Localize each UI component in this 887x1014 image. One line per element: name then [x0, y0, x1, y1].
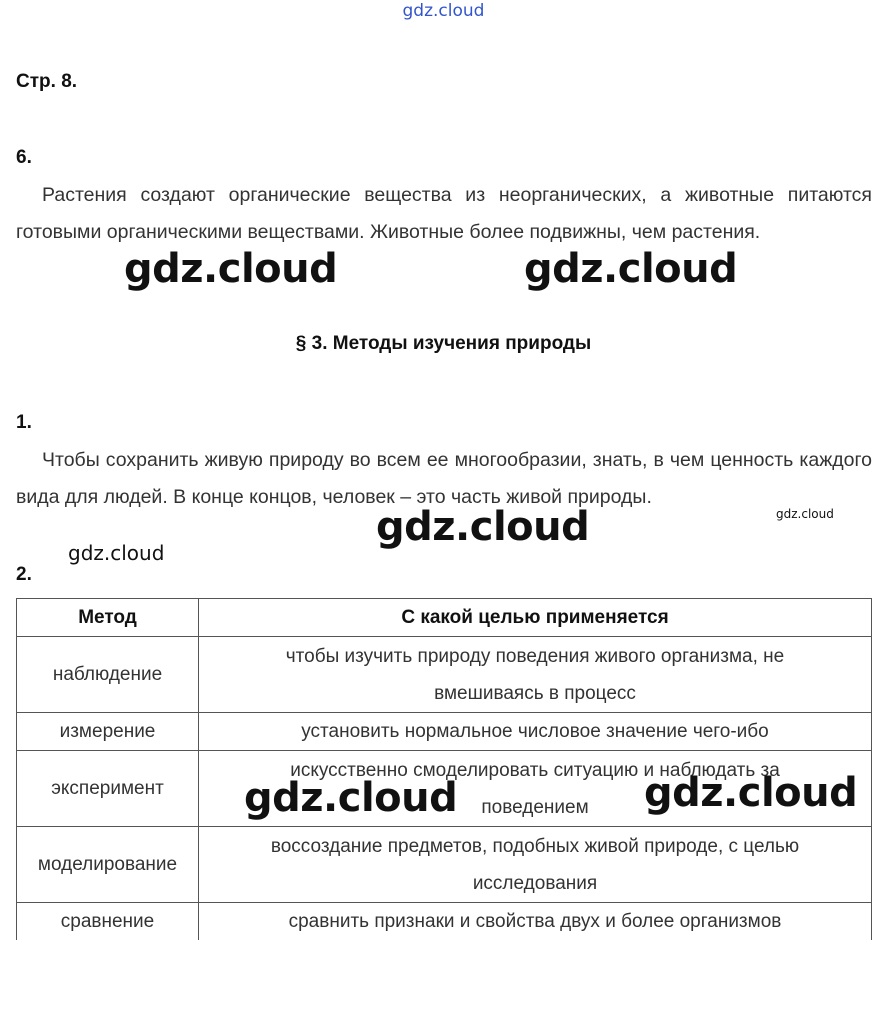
task6-paragraph: Растения создают органические вещества из неорганических, а животные питаются готовыми органическими веществами. Животные более подвижны, чем растения.: [16, 184, 872, 243]
watermark-overlay: gdz.cloud: [776, 507, 834, 521]
purpose-cell: воссоздание предметов, подобных живой природе, с целью исследования: [199, 827, 872, 903]
task1-paragraph: Чтобы сохранить живую природу во всем ее многообразии, знать, в чем ценность каждого вида для людей. В конце концов, человек – это часть живой природы.: [16, 449, 872, 508]
task2-number: 2.: [16, 564, 32, 585]
watermark-overlay: gdz.cloud: [244, 775, 458, 821]
watermark-overlay: gdz.cloud: [68, 541, 165, 565]
method-cell: эксперимент: [17, 751, 199, 827]
watermark-overlay: gdz.cloud: [124, 246, 338, 292]
table-row: [17, 903, 872, 941]
method-cell: сравнение: [17, 903, 199, 941]
header-method: Метод: [17, 599, 199, 637]
table-row: [17, 827, 872, 903]
table-row: [17, 713, 872, 751]
header-purpose: С какой целью применяется: [199, 599, 872, 637]
purpose-cell: сравнить признаки и свойства двух и более организмов: [199, 903, 872, 941]
watermark-overlay: gdz.cloud: [644, 770, 858, 816]
table-header-row: [17, 599, 872, 637]
task6-number: 6.: [16, 147, 32, 168]
task1-number: 1.: [16, 412, 32, 433]
section-title: § 3. Методы изучения природы: [295, 333, 592, 354]
method-cell: наблюдение: [17, 637, 199, 713]
page-label: Стр. 8.: [16, 71, 78, 92]
purpose-cell: установить нормальное числовое значение чего-ибо: [199, 713, 872, 751]
watermark-overlay: gdz.cloud: [376, 504, 590, 550]
method-cell: моделирование: [17, 827, 199, 903]
method-cell: измерение: [17, 713, 199, 751]
purpose-cell: чтобы изучить природу поведения живого организма, не вмешиваясь в процесс: [199, 637, 872, 713]
table-row: [17, 637, 872, 713]
watermark-overlay: gdz.cloud: [524, 246, 738, 292]
methods-table: [16, 598, 872, 940]
top-watermark: gdz.cloud: [402, 1, 485, 21]
task6-text: [16, 177, 872, 251]
purpose-cell: искусственно смоделировать ситуацию и наблюдать за поведением: [199, 751, 872, 827]
